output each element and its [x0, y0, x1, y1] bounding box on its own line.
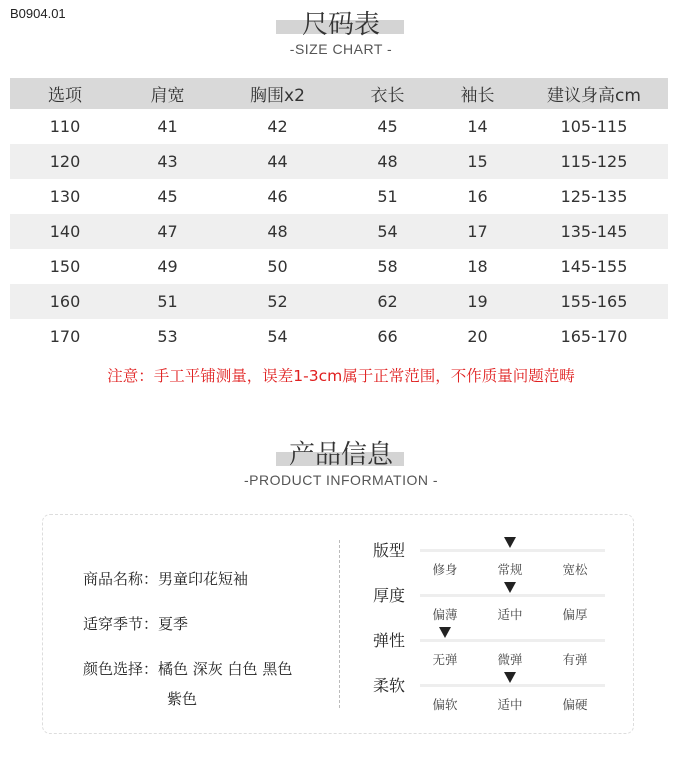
scale-option: 无弹	[432, 652, 458, 667]
pointer-icon	[504, 672, 516, 683]
table-cell: 54	[377, 222, 398, 241]
table-cell: 49	[157, 257, 178, 276]
field-name	[83, 568, 248, 589]
scale-track	[420, 639, 605, 642]
table-cell: 17	[467, 222, 488, 241]
header-cell: 胸围x2	[250, 86, 305, 106]
scale-label: 版型	[373, 541, 406, 560]
table-cell: 110	[49, 117, 81, 136]
divider	[339, 540, 340, 708]
pointer-icon	[439, 627, 451, 638]
scale-option: 适中	[497, 697, 523, 712]
table-cell: 160	[49, 292, 81, 311]
table-cell: 52	[267, 292, 288, 311]
header-cell: 肩宽	[150, 86, 185, 106]
scale-option: 宽松	[562, 562, 588, 577]
table-cell: 53	[157, 327, 178, 346]
table-row	[10, 319, 668, 354]
field-label: 颜色选择：	[83, 660, 159, 678]
table-cell: 46	[267, 187, 288, 206]
table-cell: 170	[49, 327, 81, 346]
scale-option: 有弹	[562, 652, 588, 667]
field-value: 橘色 深灰 白色 黑色	[158, 660, 293, 678]
table-cell: 155-165	[560, 292, 628, 311]
table-header	[10, 78, 668, 109]
table-cell: 19	[467, 292, 488, 311]
table-cell: 54	[267, 327, 288, 346]
scale-label: 柔软	[373, 676, 406, 695]
table-cell: 18	[467, 257, 488, 276]
field-value: 男童印花短袖	[158, 570, 249, 588]
table-cell: 66	[377, 327, 398, 346]
table-row	[10, 179, 668, 214]
table-cell: 45	[157, 187, 178, 206]
table-cell: 48	[377, 152, 398, 171]
scale-option: 偏厚	[562, 607, 588, 622]
header-cell: 袖长	[460, 86, 495, 106]
table-cell: 14	[467, 117, 488, 136]
scale-track	[420, 684, 605, 687]
table-cell: 51	[157, 292, 178, 311]
scale-option: 常规	[497, 562, 523, 577]
table-row	[10, 144, 668, 179]
field-season	[83, 613, 188, 634]
table-cell: 15	[467, 152, 488, 171]
scale-option: 修身	[432, 562, 458, 577]
product-info-subtitle: -PRODUCT INFORMATION -	[243, 472, 439, 488]
header-cell: 选项	[48, 86, 82, 106]
scale-track	[420, 594, 605, 597]
table-row	[10, 109, 668, 144]
table-cell: 42	[267, 117, 288, 136]
table-cell: 125-135	[560, 187, 628, 206]
size-chart-title: 尺码表	[301, 10, 380, 40]
scale-option: 偏软	[432, 697, 458, 712]
table-row	[10, 214, 668, 249]
measurement-note: 注意：手工平铺测量，误差1-3cm属于正常范围，不作质量问题范畴	[107, 367, 575, 385]
header-cell: 建议身高cm	[547, 86, 641, 106]
pointer-icon	[504, 582, 516, 593]
scale-option: 适中	[497, 607, 523, 622]
table-cell: 140	[49, 222, 81, 241]
field-label: 商品名称：	[83, 570, 159, 588]
scale-track	[420, 549, 605, 552]
table-cell: 120	[49, 152, 81, 171]
table-cell: 105-115	[560, 117, 628, 136]
field-colors	[83, 658, 292, 679]
table-cell: 45	[377, 117, 398, 136]
table-cell: 145-155	[560, 257, 628, 276]
field-value: 夏季	[158, 615, 189, 633]
scale-label: 厚度	[373, 586, 406, 605]
table-cell: 48	[267, 222, 288, 241]
table-cell: 44	[267, 152, 288, 171]
header-cell: 衣长	[370, 86, 405, 106]
table-cell: 62	[377, 292, 398, 311]
table-cell: 130	[49, 187, 81, 206]
scale-label: 弹性	[373, 631, 406, 650]
table-cell: 115-125	[560, 152, 628, 171]
scale-option: 偏硬	[562, 697, 588, 712]
table-cell: 51	[377, 187, 398, 206]
table-cell: 165-170	[560, 327, 628, 346]
field-label: 适穿季节：	[83, 615, 159, 633]
product-code: B0904.01	[10, 6, 66, 21]
scale-option: 微弹	[497, 652, 523, 667]
product-info-title: 产品信息	[288, 440, 393, 470]
size-chart-subtitle: -SIZE CHART -	[289, 41, 393, 57]
table-row	[10, 284, 668, 319]
table-cell: 43	[157, 152, 178, 171]
table-row	[10, 249, 668, 284]
pointer-icon	[504, 537, 516, 548]
table-cell: 47	[157, 222, 178, 241]
table-cell: 50	[267, 257, 288, 276]
field-colors-cont: 紫色	[167, 690, 198, 708]
table-cell: 41	[157, 117, 178, 136]
table-cell: 135-145	[560, 222, 628, 241]
size-table	[10, 78, 668, 354]
table-cell: 20	[467, 327, 488, 346]
table-cell: 150	[49, 257, 81, 276]
table-cell: 58	[377, 257, 398, 276]
scale-option: 偏薄	[432, 607, 458, 622]
table-cell: 16	[467, 187, 488, 206]
